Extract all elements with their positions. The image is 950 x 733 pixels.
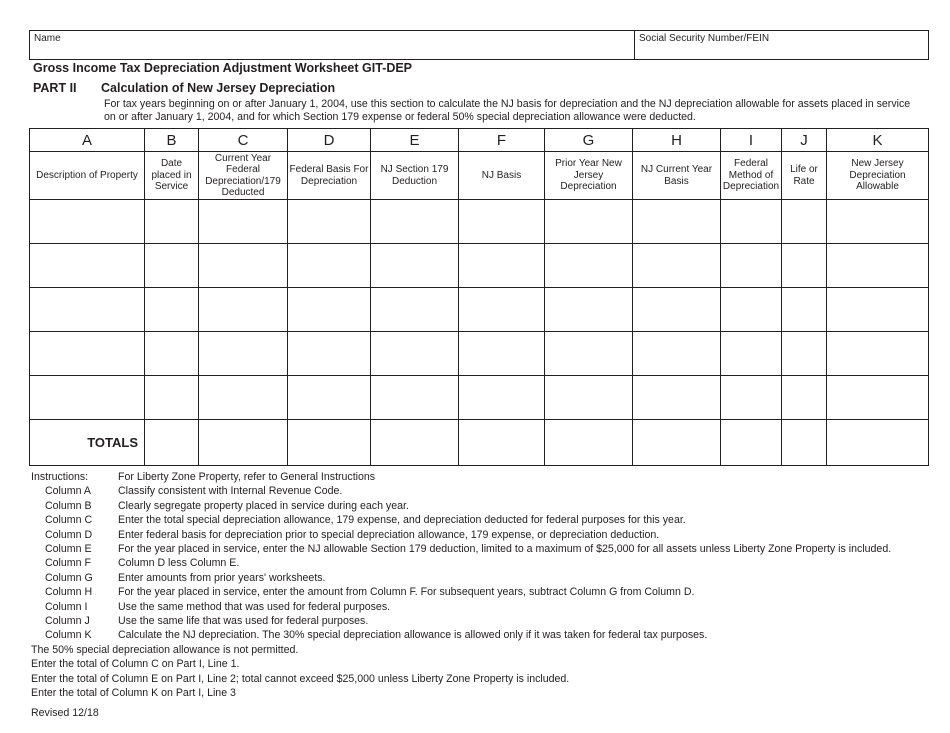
table-cell[interactable] xyxy=(199,288,288,332)
table-cell[interactable] xyxy=(288,200,371,244)
instruction-line xyxy=(31,499,931,513)
table-cell[interactable] xyxy=(721,200,782,244)
table-cell[interactable] xyxy=(633,332,721,376)
instruction-text: Use the same life that was used for federal purposes. xyxy=(118,614,369,627)
instruction-text: Classify consistent with Internal Revenue Code. xyxy=(118,485,343,498)
table-cell[interactable] xyxy=(545,376,633,420)
note-line: Enter the total of Column K on Part I, Line 3 xyxy=(31,687,236,700)
instruction-column: Column C xyxy=(45,514,93,527)
column-header: Life or Rate xyxy=(782,152,827,200)
instruction-line xyxy=(31,585,931,599)
table-cell[interactable] xyxy=(459,332,545,376)
table-cell[interactable] xyxy=(199,376,288,420)
table-cell[interactable] xyxy=(288,244,371,288)
instruction-column: Column D xyxy=(45,528,93,541)
column-letter: F xyxy=(459,129,545,152)
table-cell[interactable] xyxy=(545,244,633,288)
table-cell[interactable] xyxy=(30,376,145,420)
instruction-text: Use the same method that was used for federal purposes. xyxy=(118,600,391,613)
table-cell[interactable] xyxy=(782,244,827,288)
table-cell[interactable] xyxy=(782,288,827,332)
total-cell[interactable] xyxy=(371,420,459,466)
totals-row xyxy=(30,420,929,466)
ssn-field[interactable] xyxy=(635,31,928,59)
column-header: NJ Section 179 Deduction xyxy=(371,152,459,200)
instruction-column: Column I xyxy=(45,600,88,613)
table-cell[interactable] xyxy=(30,200,145,244)
table-cell[interactable] xyxy=(782,332,827,376)
total-cell[interactable] xyxy=(721,420,782,466)
column-header: Prior Year New Jersey Depreciation xyxy=(545,152,633,200)
table-cell[interactable] xyxy=(145,200,199,244)
table-cell[interactable] xyxy=(782,376,827,420)
instruction-text: Calculate the NJ depreciation. The 30% special depreciation allowance is allowed only if it was taken for federal tax purposes. xyxy=(118,629,708,642)
column-letter: E xyxy=(371,129,459,152)
table-row xyxy=(30,244,929,288)
ssn-label: Social Security Number/FEIN xyxy=(639,33,770,44)
part-title: Calculation of New Jersey Depreciation xyxy=(101,81,336,95)
instruction-column: Column E xyxy=(45,542,92,555)
note-line: Enter the total of Column C on Part I, Line 1. xyxy=(31,658,240,671)
column-header-row xyxy=(30,152,929,200)
table-cell[interactable] xyxy=(371,288,459,332)
column-letter: K xyxy=(827,129,929,152)
table-cell[interactable] xyxy=(459,200,545,244)
instruction-column: Column F xyxy=(45,557,91,570)
table-cell[interactable] xyxy=(371,244,459,288)
table-cell[interactable] xyxy=(199,200,288,244)
table-cell[interactable] xyxy=(827,376,929,420)
instruction-text: Enter amounts from prior years' worksheets. xyxy=(118,571,326,584)
table-cell[interactable] xyxy=(288,288,371,332)
total-cell[interactable] xyxy=(782,420,827,466)
table-cell[interactable] xyxy=(288,332,371,376)
instructions-intro-text: For Liberty Zone Property, refer to General Instructions xyxy=(118,471,376,483)
column-letter: H xyxy=(633,129,721,152)
instruction-column: Column H xyxy=(45,586,93,599)
instruction-text: Enter federal basis for depreciation prior to special depreciation allowance, 179 expense, or depreciation deduction. xyxy=(118,528,660,541)
table-cell[interactable] xyxy=(459,288,545,332)
instruction-line xyxy=(31,600,931,614)
table-cell[interactable] xyxy=(30,288,145,332)
column-header: NJ Current Year Basis xyxy=(633,152,721,200)
column-letter: D xyxy=(288,129,371,152)
table-cell[interactable] xyxy=(545,200,633,244)
revision-date: Revised 12/18 xyxy=(31,707,99,719)
table-cell[interactable] xyxy=(30,244,145,288)
table-cell[interactable] xyxy=(459,376,545,420)
table-cell[interactable] xyxy=(371,376,459,420)
instruction-line xyxy=(31,556,931,570)
table-cell[interactable] xyxy=(633,244,721,288)
column-header: Federal Method of Depreciation xyxy=(721,152,782,200)
instruction-text: Enter the total special depreciation allowance, 179 expense, and depreciation deducted for federal purposes for this year. xyxy=(118,514,686,527)
instruction-column: Column A xyxy=(45,485,91,498)
table-cell[interactable] xyxy=(145,244,199,288)
instruction-text: For the year placed in service, enter the NJ allowable Section 179 deduction, limited to a maximum of $25,000 for all assets unless Liberty Zone Property is included. xyxy=(118,542,892,555)
table-cell[interactable] xyxy=(145,376,199,420)
total-cell[interactable] xyxy=(545,420,633,466)
column-letter: A xyxy=(30,129,145,152)
instruction-text: Clearly segregate property placed in service during each year. xyxy=(118,499,409,512)
table-cell[interactable] xyxy=(721,376,782,420)
total-cell[interactable] xyxy=(288,420,371,466)
table-row xyxy=(30,288,929,332)
instructions-intro xyxy=(31,470,931,484)
instruction-column: Column B xyxy=(45,499,92,512)
notes xyxy=(31,643,569,701)
table-cell[interactable] xyxy=(782,200,827,244)
table-cell[interactable] xyxy=(288,376,371,420)
table-cell[interactable] xyxy=(827,244,929,288)
table-cell[interactable] xyxy=(633,288,721,332)
table-cell[interactable] xyxy=(633,200,721,244)
table-row xyxy=(30,200,929,244)
table-cell[interactable] xyxy=(721,244,782,288)
instruction-text: For the year placed in service, enter the amount from Column F. For subsequent years, subtract Column G from Column D. xyxy=(118,586,695,599)
table-row xyxy=(30,332,929,376)
table-cell[interactable] xyxy=(545,288,633,332)
instruction-column: Column G xyxy=(45,571,93,584)
note-line: Enter the total of Column E on Part I, Line 2; total cannot exceed $25,000 unless Liberty Zone Property is included. xyxy=(31,672,570,685)
instruction-text: Column D less Column E. xyxy=(118,557,240,570)
column-letter: G xyxy=(545,129,633,152)
table-cell[interactable] xyxy=(827,332,929,376)
name-field[interactable] xyxy=(30,31,635,59)
column-letter: C xyxy=(199,129,288,152)
note-line: The 50% special depreciation allowance is not permitted. xyxy=(31,644,299,656)
instruction-column: Column K xyxy=(45,629,92,642)
table-cell[interactable] xyxy=(827,288,929,332)
instruction-line xyxy=(31,571,931,585)
table-cell[interactable] xyxy=(145,288,199,332)
part-intro: For tax years beginning on or after January 1, 2004, use this section to calculate the NJ basis for depreciation and the NJ depreciation allowable for assets placed in service on or after January 1, 2004, and for which Section 179 expense or federal 50% special depreciation allowance were deducted. xyxy=(104,98,911,123)
total-cell[interactable] xyxy=(199,420,288,466)
column-letter: J xyxy=(782,129,827,152)
name-label: Name xyxy=(34,33,61,44)
totals-label: TOTALS xyxy=(30,420,145,466)
column-header: Current Year Federal Depreciation/179 Deducted xyxy=(199,152,288,200)
table-cell[interactable] xyxy=(199,244,288,288)
table-cell[interactable] xyxy=(371,332,459,376)
table-cell[interactable] xyxy=(721,332,782,376)
column-header: New Jersey Depreciation Allowable xyxy=(827,152,929,200)
total-cell[interactable] xyxy=(145,420,199,466)
table-row xyxy=(30,376,929,420)
total-cell[interactable] xyxy=(827,420,929,466)
instruction-line xyxy=(31,614,931,628)
table-cell[interactable] xyxy=(199,332,288,376)
column-header: Federal Basis For Depreciation xyxy=(288,152,371,200)
instructions xyxy=(31,470,931,643)
table-cell[interactable] xyxy=(827,200,929,244)
table-cell[interactable] xyxy=(545,332,633,376)
header-box xyxy=(29,30,929,60)
instruction-column: Column J xyxy=(45,614,90,627)
worksheet-title: Gross Income Tax Depreciation Adjustment Worksheet GIT-DEP xyxy=(33,61,413,75)
column-header: Description of Property xyxy=(30,152,145,200)
column-letter-row xyxy=(30,129,929,152)
total-cell[interactable] xyxy=(459,420,545,466)
instruction-line xyxy=(31,484,931,498)
instruction-line xyxy=(31,513,931,527)
depreciation-table xyxy=(29,128,929,466)
column-header: NJ Basis xyxy=(459,152,545,200)
table-cell[interactable] xyxy=(459,244,545,288)
column-letter: B xyxy=(145,129,199,152)
table-cell[interactable] xyxy=(30,332,145,376)
column-header: Date placed in Service xyxy=(145,152,199,200)
instruction-line xyxy=(31,542,931,556)
table-cell[interactable] xyxy=(371,200,459,244)
table-cell[interactable] xyxy=(145,332,199,376)
table-cell[interactable] xyxy=(721,288,782,332)
table-cell[interactable] xyxy=(633,376,721,420)
part-tag: PART II xyxy=(33,81,77,95)
instruction-line xyxy=(31,528,931,542)
column-letter: I xyxy=(721,129,782,152)
instructions-label: Instructions: xyxy=(31,471,89,483)
total-cell[interactable] xyxy=(633,420,721,466)
instruction-line xyxy=(31,628,931,642)
